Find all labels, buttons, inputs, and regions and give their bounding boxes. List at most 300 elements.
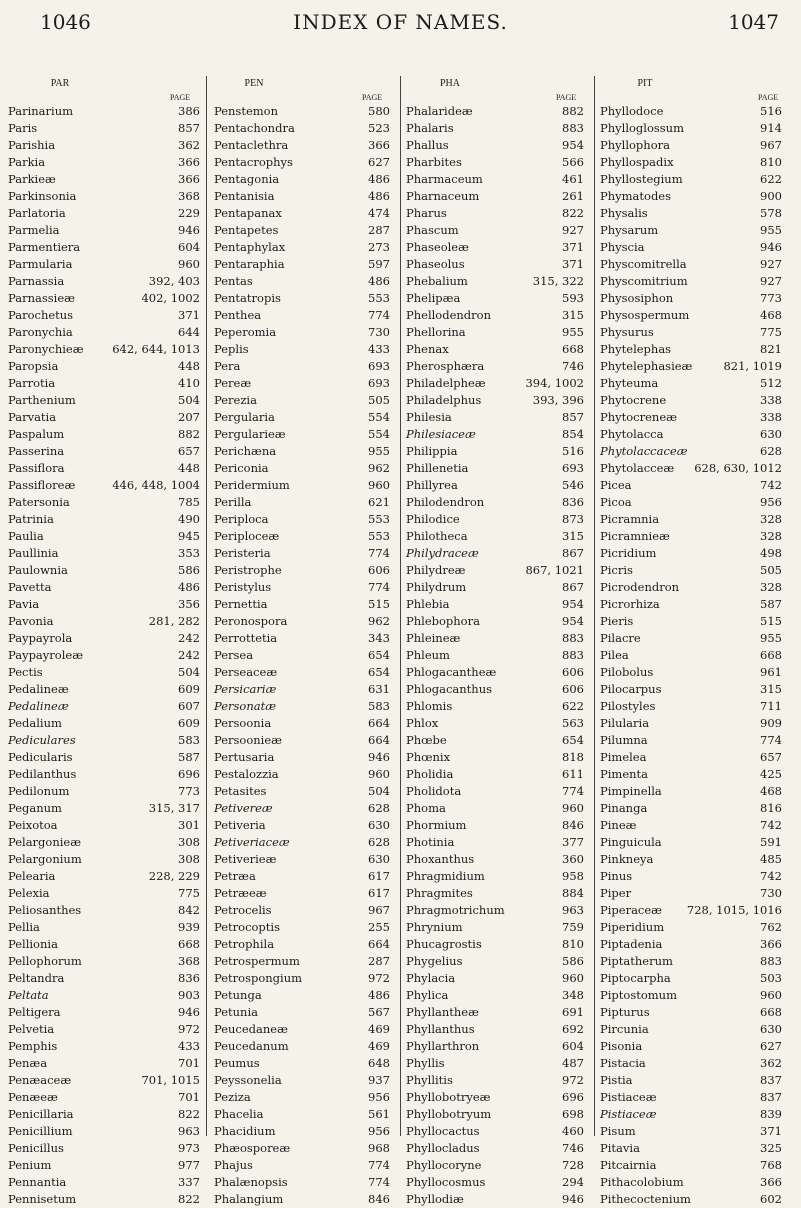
index-entry: [406, 137, 588, 154]
index-entry: [600, 103, 790, 120]
index-entry: [8, 681, 200, 698]
entry-name: Picramnieæ: [600, 529, 670, 543]
entry-name: Pistiaceæ: [600, 1090, 657, 1104]
entry-page: 448: [178, 461, 200, 475]
entry-name: Philotheca: [406, 529, 468, 543]
entry-name: Piper: [600, 886, 632, 900]
entry-name: Personatæ: [214, 699, 277, 713]
entry-name: Pentas: [214, 274, 253, 288]
entry-name: Pavonia: [8, 614, 54, 628]
index-entry: [214, 749, 394, 766]
index-entry: [406, 375, 588, 392]
index-entry: [8, 1089, 200, 1106]
entry-name: Pelargonium: [8, 852, 82, 866]
entry-name: Pilea: [600, 648, 629, 662]
entry-name: Parkia: [8, 155, 46, 169]
entry-page: 810: [562, 937, 584, 951]
entry-page: 628: [368, 835, 390, 849]
index-entry: [8, 936, 200, 953]
entry-name: Pellionia: [8, 937, 58, 951]
entry-page: 867: [562, 546, 584, 560]
entry-name: Petivereæ: [214, 801, 273, 815]
index-entry: [8, 511, 200, 528]
index-entry: [8, 409, 200, 426]
index-entry: [600, 171, 790, 188]
index-entry: [406, 766, 588, 783]
index-entry: [214, 919, 394, 936]
entry-page: 553: [368, 291, 390, 305]
entry-page: 315, 317: [148, 801, 200, 815]
index-entry: [406, 426, 588, 443]
entry-name: Phellorina: [406, 325, 466, 339]
entry-name: Paulia: [8, 529, 44, 543]
entry-page: 946: [368, 750, 390, 764]
entry-page: 939: [178, 920, 200, 934]
entry-name: Phacidium: [214, 1124, 276, 1138]
index-entry: [214, 1089, 394, 1106]
index-entry: [406, 613, 588, 630]
index-entry: [406, 562, 588, 579]
index-entry: [600, 647, 790, 664]
index-entry: [406, 970, 588, 987]
entry-page: 839: [760, 1107, 782, 1121]
entry-page: 955: [760, 631, 782, 645]
entry-name: Pithecoctenium: [600, 1192, 691, 1206]
entry-name: Phormium: [406, 818, 467, 832]
index-entry: [600, 511, 790, 528]
index-entry: [8, 358, 200, 375]
entry-page: 627: [368, 155, 390, 169]
entry-name: Phlogacantheæ: [406, 665, 497, 679]
index-entry: [8, 222, 200, 239]
index-entry: [406, 1191, 588, 1208]
entry-name: Pennisetum: [8, 1192, 77, 1206]
entry-name: Phleineæ: [406, 631, 461, 645]
entry-name: Pentachondra: [214, 121, 295, 135]
entry-page: 960: [562, 971, 584, 985]
entry-page: 962: [368, 614, 390, 628]
entry-name: Pinanga: [600, 801, 648, 815]
entry-name: Pentagonia: [214, 172, 280, 186]
index-entry: [600, 154, 790, 171]
index-entry: [214, 562, 394, 579]
index-entry: [600, 732, 790, 749]
index-entry: [214, 1140, 394, 1157]
entry-name: Phyteuma: [600, 376, 659, 390]
entry-name: Phragmites: [406, 886, 473, 900]
entry-page: 927: [760, 257, 782, 271]
entry-page: 566: [562, 155, 584, 169]
entry-name: Phyllocosmus: [406, 1175, 486, 1189]
entry-name: Pholidota: [406, 784, 462, 798]
entry-page: 287: [368, 223, 390, 237]
entry-page: 773: [178, 784, 200, 798]
index-entry: [214, 630, 394, 647]
entry-name: Persoonia: [214, 716, 272, 730]
index-entry: [8, 698, 200, 715]
entry-name: Penicillium: [8, 1124, 73, 1138]
entry-name: Phalarideæ: [406, 104, 473, 118]
index-entry: [600, 1140, 790, 1157]
index-entry: [214, 936, 394, 953]
entry-page: 642, 644, 1013: [112, 342, 200, 356]
index-entry: [600, 1072, 790, 1089]
index-entry: [8, 477, 200, 494]
entry-name: Piptatherum: [600, 954, 673, 968]
entry-name: Parinarium: [8, 104, 74, 118]
entry-name: Peplis: [214, 342, 249, 356]
index-entry: [214, 256, 394, 273]
entry-name: Phyllophora: [600, 138, 670, 152]
entry-page: 742: [760, 478, 782, 492]
entry-name: Pentaraphia: [214, 257, 285, 271]
entry-page: 602: [760, 1192, 782, 1206]
index-entry: [8, 885, 200, 902]
index-entry: [406, 545, 588, 562]
entry-page: 512: [760, 376, 782, 390]
entry-page: 486: [368, 988, 390, 1002]
entry-name: Pellophorum: [8, 954, 82, 968]
entry-name: Patersonia: [8, 495, 70, 509]
entry-name: Penæeæ: [8, 1090, 58, 1104]
index-entry: [8, 664, 200, 681]
entry-page: 873: [562, 512, 584, 526]
entry-page: 958: [562, 869, 584, 883]
entry-name: Phyllocladus: [406, 1141, 480, 1155]
entry-page: 774: [368, 580, 390, 594]
entry-name: Parishia: [8, 138, 56, 152]
entry-name: Phyllobotryum: [406, 1107, 492, 1121]
entry-name: Phyllantheæ: [406, 1005, 479, 1019]
entry-name: Persoonieæ: [214, 733, 282, 747]
entry-name: Passifloreæ: [8, 478, 76, 492]
entry-page: 486: [368, 189, 390, 203]
entry-page: 631: [368, 682, 390, 696]
entry-page: 468: [760, 784, 782, 798]
entry-page: 711: [760, 699, 782, 713]
index-entry: [406, 647, 588, 664]
entry-name: Phytocreneæ: [600, 410, 677, 424]
entry-name: Petiverieæ: [214, 852, 277, 866]
entry-page: 583: [368, 699, 390, 713]
index-entry: [406, 239, 588, 256]
entry-name: Pilularia: [600, 716, 650, 730]
entry-name: Phlebia: [406, 597, 450, 611]
entry-page: 461: [562, 172, 584, 186]
entry-page: 882: [562, 104, 584, 118]
entry-page: 693: [562, 461, 584, 475]
entry-name: Petiveria: [214, 818, 266, 832]
index-entry: [406, 1174, 588, 1191]
entry-page: 972: [178, 1022, 200, 1036]
entry-page: 837: [760, 1073, 782, 1087]
entry-page: 255: [368, 920, 390, 934]
entry-name: Pentacrophys: [214, 155, 293, 169]
index-entry: [214, 1072, 394, 1089]
index-entry: [214, 341, 394, 358]
entry-name: Pistia: [600, 1073, 633, 1087]
entry-page: 586: [562, 954, 584, 968]
entry-name: Pectis: [8, 665, 43, 679]
entry-page: 775: [760, 325, 782, 339]
entry-page: 762: [760, 920, 782, 934]
index-entry: [8, 732, 200, 749]
entry-name: Pennantia: [8, 1175, 67, 1189]
entry-page: 668: [562, 342, 584, 356]
entry-page: 945: [178, 529, 200, 543]
entry-name: Phaseoleæ: [406, 240, 469, 254]
entry-page: 946: [178, 223, 200, 237]
entry-name: Phascum: [406, 223, 459, 237]
index-entry: [406, 868, 588, 885]
entry-page: 854: [562, 427, 584, 441]
entry-name: Penæaceæ: [8, 1073, 72, 1087]
entry-page: 315: [562, 529, 584, 543]
entry-page: 946: [562, 1192, 584, 1206]
entry-name: Phragmidium: [406, 869, 485, 883]
index-entry: [406, 511, 588, 528]
entry-name: Phacelia: [214, 1107, 264, 1121]
entry-name: Physospermum: [600, 308, 690, 322]
entry-name: Perilla: [214, 495, 252, 509]
entry-page: 515: [368, 597, 390, 611]
index-entry: [600, 1089, 790, 1106]
entry-name: Petrocoptis: [214, 920, 280, 934]
entry-page: 242: [178, 648, 200, 662]
entry-name: Phebalium: [406, 274, 468, 288]
entry-page: 410: [178, 376, 200, 390]
index-entry: [600, 256, 790, 273]
index-entry: [406, 1021, 588, 1038]
index-entry: [214, 154, 394, 171]
entry-name: Pellia: [8, 920, 40, 934]
entry-page: 622: [562, 699, 584, 713]
entry-name: Pedalineæ: [8, 682, 69, 696]
index-entry: [600, 392, 790, 409]
index-entry: [8, 1174, 200, 1191]
entry-name: Phylacia: [406, 971, 456, 985]
entry-page: 954: [562, 138, 584, 152]
index-entry: [214, 392, 394, 409]
index-entry: [406, 1157, 588, 1174]
entry-name: Pentaphylax: [214, 240, 286, 254]
entry-page: 846: [562, 818, 584, 832]
entry-name: Pentaclethra: [214, 138, 289, 152]
entry-name: Peristeria: [214, 546, 271, 560]
entry-name: Phygelius: [406, 954, 463, 968]
index-entry: [214, 375, 394, 392]
index-entry: [600, 443, 790, 460]
entry-name: Penæa: [8, 1056, 48, 1070]
index-entry: [214, 205, 394, 222]
entry-name: Phillyrea: [406, 478, 458, 492]
entry-name: Peperomia: [214, 325, 277, 339]
entry-name: Penthea: [214, 308, 262, 322]
entry-page: 857: [178, 121, 200, 135]
entry-name: Physurus: [600, 325, 654, 339]
entry-page: 821, 1019: [723, 359, 782, 373]
entry-page: 604: [178, 240, 200, 254]
entry-page: 207: [178, 410, 200, 424]
entry-page: 691: [562, 1005, 584, 1019]
entry-name: Phytocrene: [600, 393, 667, 407]
index-entry: [8, 1055, 200, 1072]
entry-page: 580: [368, 104, 390, 118]
entry-page: 960: [368, 478, 390, 492]
entry-name: Phallus: [406, 138, 449, 152]
entry-name: Philadelphus: [406, 393, 482, 407]
column-divider: [400, 76, 401, 1136]
entry-page: 468: [760, 308, 782, 322]
index-entry: [600, 324, 790, 341]
entry-name: Paypayroleæ: [8, 648, 84, 662]
index-entry: [8, 800, 200, 817]
entry-page: 648: [368, 1056, 390, 1070]
index-entry: [406, 494, 588, 511]
entry-name: Patrinia: [8, 512, 54, 526]
index-entry: [600, 919, 790, 936]
entry-name: Phœnix: [406, 750, 451, 764]
index-entry: [8, 715, 200, 732]
entry-name: Paronychieæ: [8, 342, 84, 356]
index-column-pha: [406, 103, 588, 1208]
entry-name: Piptostomum: [600, 988, 677, 1002]
entry-page: 627: [760, 1039, 782, 1053]
entry-page: 366: [178, 155, 200, 169]
entry-name: Picoa: [600, 495, 632, 509]
index-entry: [8, 919, 200, 936]
index-entry: [600, 783, 790, 800]
entry-page: 609: [178, 682, 200, 696]
entry-page: 583: [178, 733, 200, 747]
index-entry: [214, 613, 394, 630]
index-entry: [406, 256, 588, 273]
entry-name: Pilobolus: [600, 665, 654, 679]
page-label: PAGE: [556, 93, 577, 102]
entry-page: 903: [178, 988, 200, 1002]
entry-name: Phyllitis: [406, 1073, 453, 1087]
entry-page: 487: [562, 1056, 584, 1070]
index-entry: [214, 817, 394, 834]
entry-page: 954: [562, 597, 584, 611]
index-entry: [214, 1157, 394, 1174]
index-entry: [214, 834, 394, 851]
index-entry: [8, 273, 200, 290]
index-entry: [8, 902, 200, 919]
index-entry: [8, 766, 200, 783]
entry-name: Phytolacca: [600, 427, 664, 441]
entry-name: Parmularia: [8, 257, 73, 271]
entry-name: Phymatodes: [600, 189, 672, 203]
entry-page: 516: [760, 104, 782, 118]
index-column-pit: [600, 103, 790, 1208]
entry-name: Petrophila: [214, 937, 275, 951]
entry-name: Peucedanum: [214, 1039, 289, 1053]
entry-name: Phrynium: [406, 920, 463, 934]
entry-name: Petrocelis: [214, 903, 272, 917]
entry-page: 433: [178, 1039, 200, 1053]
index-entry: [406, 749, 588, 766]
entry-page: 977: [178, 1158, 200, 1172]
entry-name: Petiveriaceæ: [214, 835, 290, 849]
entry-name: Pistiaceæ: [600, 1107, 657, 1121]
entry-name: Pentanisia: [214, 189, 275, 203]
index-entry: [214, 732, 394, 749]
entry-name: Pineæ: [600, 818, 637, 832]
entry-name: Pilostyles: [600, 699, 656, 713]
index-entry: [8, 460, 200, 477]
entry-name: Paullinia: [8, 546, 59, 560]
entry-name: Penicillus: [8, 1141, 64, 1155]
index-entry: [406, 664, 588, 681]
index-entry: [406, 1055, 588, 1072]
entry-page: 883: [562, 121, 584, 135]
index-entry: [600, 1191, 790, 1208]
index-entry: [214, 171, 394, 188]
entry-name: Pisonia: [600, 1039, 643, 1053]
entry-page: 343: [368, 631, 390, 645]
index-entry: [214, 970, 394, 987]
entry-page: 654: [562, 733, 584, 747]
entry-page: 504: [178, 665, 200, 679]
index-entry: [8, 1106, 200, 1123]
entry-page: 469: [368, 1039, 390, 1053]
entry-name: Paypayrola: [8, 631, 73, 645]
index-entry: [214, 545, 394, 562]
entry-page: 371: [562, 240, 584, 254]
index-entry: [8, 783, 200, 800]
index-entry: [214, 783, 394, 800]
entry-page: 822: [178, 1107, 200, 1121]
entry-name: Piperidium: [600, 920, 665, 934]
index-entry: [214, 307, 394, 324]
entry-page: 287: [368, 954, 390, 968]
index-entry: [214, 511, 394, 528]
entry-name: Pemphis: [8, 1039, 58, 1053]
index-entry: [406, 324, 588, 341]
entry-name: Pereæ: [214, 376, 252, 390]
entry-name: Pelearia: [8, 869, 56, 883]
entry-page: 759: [562, 920, 584, 934]
index-entry: [8, 324, 200, 341]
entry-page: 972: [562, 1073, 584, 1087]
index-entry: [600, 307, 790, 324]
entry-page: 963: [178, 1124, 200, 1138]
entry-name: Phillenetia: [406, 461, 469, 475]
index-entry: [406, 817, 588, 834]
index-entry: [8, 1191, 200, 1208]
entry-page: 392, 403: [148, 274, 200, 288]
entry-name: Pilocarpus: [600, 682, 662, 696]
entry-page: 366: [368, 138, 390, 152]
index-entry: [406, 443, 588, 460]
entry-page: 774: [368, 546, 390, 560]
entry-name: Physcomitrium: [600, 274, 688, 288]
entry-page: 822: [178, 1192, 200, 1206]
index-entry: [406, 188, 588, 205]
entry-name: Philydreæ: [406, 563, 466, 577]
entry-page: 315: [760, 682, 782, 696]
index-entry: [214, 1055, 394, 1072]
entry-page: 821: [760, 342, 782, 356]
entry-page: 261: [562, 189, 584, 203]
entry-page: 586: [178, 563, 200, 577]
entry-page: 884: [562, 886, 584, 900]
index-entry: [8, 1004, 200, 1021]
index-entry: [8, 868, 200, 885]
entry-page: 774: [760, 733, 782, 747]
entry-name: Persea: [214, 648, 254, 662]
